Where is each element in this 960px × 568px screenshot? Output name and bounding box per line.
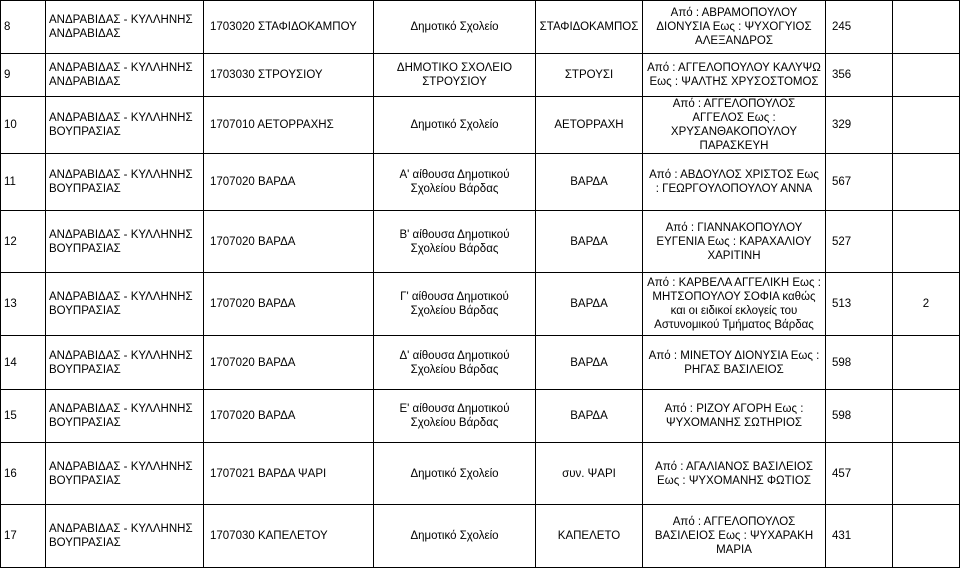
place-cell: ΒΑΡΔΑ — [536, 273, 643, 336]
place-cell: ΣΤΑΦΙΔΟΚΑΜΠΟΣ — [536, 1, 643, 54]
voter-range-cell: Από : ΑΓΑΛΙΑΝΟΣ ΒΑΣΙΛΕΙΟΣ Εως : ΨΥΧΟΜΑΝΗΣ ΦΩΤΙΟΣ — [643, 443, 826, 505]
place-cell: ΣΤΡΟΥΣΙ — [536, 54, 643, 97]
voter-count-cell: 245 — [826, 1, 893, 54]
voter-range-cell: Από : ΑΓΓΕΛΟΠΟΥΛΟΣ ΒΑΣΙΛΕΙΟΣ Εως : ΨΥΧΑΡΑΚΗ ΜΑΡΙΑ — [643, 505, 826, 568]
table-row — [1, 273, 960, 336]
station-code-cell: 1707020 ΒΑΡΔΑ — [204, 390, 374, 443]
row-number: 14 — [1, 336, 46, 390]
place-cell: ΒΑΡΔΑ — [536, 390, 643, 443]
station-code-cell: 1707020 ΒΑΡΔΑ — [204, 273, 374, 336]
place-cell: ΒΑΡΔΑ — [536, 336, 643, 390]
extra-cell — [893, 1, 960, 54]
venue-cell: Β' αίθουσα Δημοτικού Σχολείου Βάρδας — [374, 211, 536, 273]
extra-cell — [893, 505, 960, 568]
voter-range-cell: Από : ΓΙΑΝΝΑΚΟΠΟΥΛΟΥ ΕΥΓΕΝΙΑ Εως : ΚΑΡΑΧΑΛΙΟΥ ΧΑΡΙΤΙΝΗ — [643, 211, 826, 273]
voter-count-cell: 329 — [826, 97, 893, 154]
voter-range-cell: Από : ΡΙΖΟΥ ΑΓΟΡΗ Εως : ΨΥΧΟΜΑΝΗΣ ΣΩΤΗΡΙΟΣ — [643, 390, 826, 443]
voter-range-cell: Από : ΑΓΓΕΛΟΠΟΥΛΟΥ ΚΑΛΥΨΩ Εως : ΨΑΛΤΗΣ ΧΡΥΣΟΣΤΟΜΟΣ — [643, 54, 826, 97]
voter-range-cell: Από : ΜΙΝΕΤΟΥ ΔΙΟΝΥΣΙΑ Εως : ΡΗΓΑΣ ΒΑΣΙΛΕΙΟΣ — [643, 336, 826, 390]
row-number: 16 — [1, 443, 46, 505]
row-number: 8 — [1, 1, 46, 54]
extra-cell — [893, 390, 960, 443]
row-number: 9 — [1, 54, 46, 97]
table-row — [1, 211, 960, 273]
voter-range-cell: Από : ΑΒΔΟΥΛΟΣ ΧΡΙΣΤΟΣ Εως : ΓΕΩΡΓΟΥΛΟΠΟΥΛΟΥ ΑΝΝΑ — [643, 154, 826, 211]
row-number: 12 — [1, 211, 46, 273]
voter-range-cell: Από : ΑΓΓΕΛΟΠΟΥΛΟΣ ΑΓΓΕΛΟΣ Εως : ΧΡΥΣΑΝΘΑΚΟΠΟΥΛΟΥ ΠΑΡΑΣΚΕΥΗ — [643, 97, 826, 154]
municipality-cell: ΑΝΔΡΑΒΙΔΑΣ - ΚΥΛΛΗΝΗΣ ΑΝΔΡΑΒΙΔΑΣ — [46, 1, 204, 54]
table-row — [1, 505, 960, 568]
voter-count-cell: 431 — [826, 505, 893, 568]
venue-cell: Δημοτικό Σχολείο — [374, 97, 536, 154]
venue-cell: Γ' αίθουσα Δημοτικού Σχολείου Βάρδας — [374, 273, 536, 336]
municipality-cell: ΑΝΔΡΑΒΙΔΑΣ - ΚΥΛΛΗΝΗΣ ΒΟΥΠΡΑΣΙΑΣ — [46, 273, 204, 336]
station-code-cell: 1707020 ΒΑΡΔΑ — [204, 211, 374, 273]
place-cell: ΒΑΡΔΑ — [536, 211, 643, 273]
voter-count-cell: 356 — [826, 54, 893, 97]
extra-cell — [893, 154, 960, 211]
row-number: 13 — [1, 273, 46, 336]
station-code-cell: 1707030 ΚΑΠΕΛΕΤΟΥ — [204, 505, 374, 568]
station-code-cell: 1707020 ΒΑΡΔΑ — [204, 336, 374, 390]
voter-count-cell: 598 — [826, 390, 893, 443]
station-code-cell: 1707020 ΒΑΡΔΑ — [204, 154, 374, 211]
table-row — [1, 443, 960, 505]
station-code-cell: 1707010 ΑΕΤΟΡΡΑΧΗΣ — [204, 97, 374, 154]
voter-range-cell: Από : ΚΑΡΒΕΛΑ ΑΓΓΕΛΙΚΗ Εως : ΜΗΤΣΟΠΟΥΛΟΥ ΣΟΦΙΑ καθώς και οι ειδικοί εκλογείς του Αστυνομικού Τμήματος Βάρδας — [643, 273, 826, 336]
venue-cell: Δημοτικό Σχολείο — [374, 505, 536, 568]
extra-cell — [893, 443, 960, 505]
voter-count-cell: 527 — [826, 211, 893, 273]
municipality-cell: ΑΝΔΡΑΒΙΔΑΣ - ΚΥΛΛΗΝΗΣ ΑΝΔΡΑΒΙΔΑΣ — [46, 54, 204, 97]
municipality-cell: ΑΝΔΡΑΒΙΔΑΣ - ΚΥΛΛΗΝΗΣ ΒΟΥΠΡΑΣΙΑΣ — [46, 443, 204, 505]
venue-cell: Ε' αίθουσα Δημοτικού Σχολείου Βάρδας — [374, 390, 536, 443]
table-row — [1, 54, 960, 97]
place-cell: ΒΑΡΔΑ — [536, 154, 643, 211]
voter-count-cell: 513 — [826, 273, 893, 336]
extra-cell — [893, 336, 960, 390]
voter-range-cell: Από : ΑΒΡΑΜΟΠΟΥΛΟΥ ΔΙΟΝΥΣΙΑ Εως : ΨΥΧΟΓΥΙΟΣ ΑΛΕΞΑΝΔΡΟΣ — [643, 1, 826, 54]
station-code-cell: 1703030 ΣΤΡΟΥΣΙΟΥ — [204, 54, 374, 97]
place-cell: συν. ΨΑΡΙ — [536, 443, 643, 505]
table-body — [1, 1, 960, 568]
extra-cell: 2 — [893, 273, 960, 336]
row-number: 17 — [1, 505, 46, 568]
municipality-cell: ΑΝΔΡΑΒΙΔΑΣ - ΚΥΛΛΗΝΗΣ ΒΟΥΠΡΑΣΙΑΣ — [46, 336, 204, 390]
extra-cell — [893, 54, 960, 97]
municipality-cell: ΑΝΔΡΑΒΙΔΑΣ - ΚΥΛΛΗΝΗΣ ΒΟΥΠΡΑΣΙΑΣ — [46, 505, 204, 568]
municipality-cell: ΑΝΔΡΑΒΙΔΑΣ - ΚΥΛΛΗΝΗΣ ΒΟΥΠΡΑΣΙΑΣ — [46, 211, 204, 273]
table-row — [1, 1, 960, 54]
table-row — [1, 390, 960, 443]
venue-cell: Δημοτικό Σχολείο — [374, 1, 536, 54]
municipality-cell: ΑΝΔΡΑΒΙΔΑΣ - ΚΥΛΛΗΝΗΣ ΒΟΥΠΡΑΣΙΑΣ — [46, 154, 204, 211]
place-cell: ΚΑΠΕΛΕΤΟ — [536, 505, 643, 568]
voter-count-cell: 598 — [826, 336, 893, 390]
table-row — [1, 97, 960, 154]
table-row — [1, 336, 960, 390]
row-number: 11 — [1, 154, 46, 211]
station-code-cell: 1703020 ΣΤΑΦΙΔΟΚΑΜΠΟΥ — [204, 1, 374, 54]
row-number: 10 — [1, 97, 46, 154]
voter-count-cell: 457 — [826, 443, 893, 505]
municipality-cell: ΑΝΔΡΑΒΙΔΑΣ - ΚΥΛΛΗΝΗΣ ΒΟΥΠΡΑΣΙΑΣ — [46, 97, 204, 154]
voter-count-cell: 567 — [826, 154, 893, 211]
municipality-cell: ΑΝΔΡΑΒΙΔΑΣ - ΚΥΛΛΗΝΗΣ ΒΟΥΠΡΑΣΙΑΣ — [46, 390, 204, 443]
extra-cell — [893, 97, 960, 154]
extra-cell — [893, 211, 960, 273]
station-code-cell: 1707021 ΒΑΡΔΑ ΨΑΡΙ — [204, 443, 374, 505]
place-cell: ΑΕΤΟΡΡΑΧΗ — [536, 97, 643, 154]
venue-cell: Δ' αίθουσα Δημοτικού Σχολείου Βάρδας — [374, 336, 536, 390]
venue-cell: Α' αίθουσα Δημοτικού Σχολείου Βάρδας — [374, 154, 536, 211]
table-row — [1, 154, 960, 211]
venue-cell: ΔΗΜΟΤΙΚΟ ΣΧΟΛΕΙΟ ΣΤΡΟΥΣΙΟΥ — [374, 54, 536, 97]
row-number: 15 — [1, 390, 46, 443]
venue-cell: Δημοτικό Σχολείο — [374, 443, 536, 505]
